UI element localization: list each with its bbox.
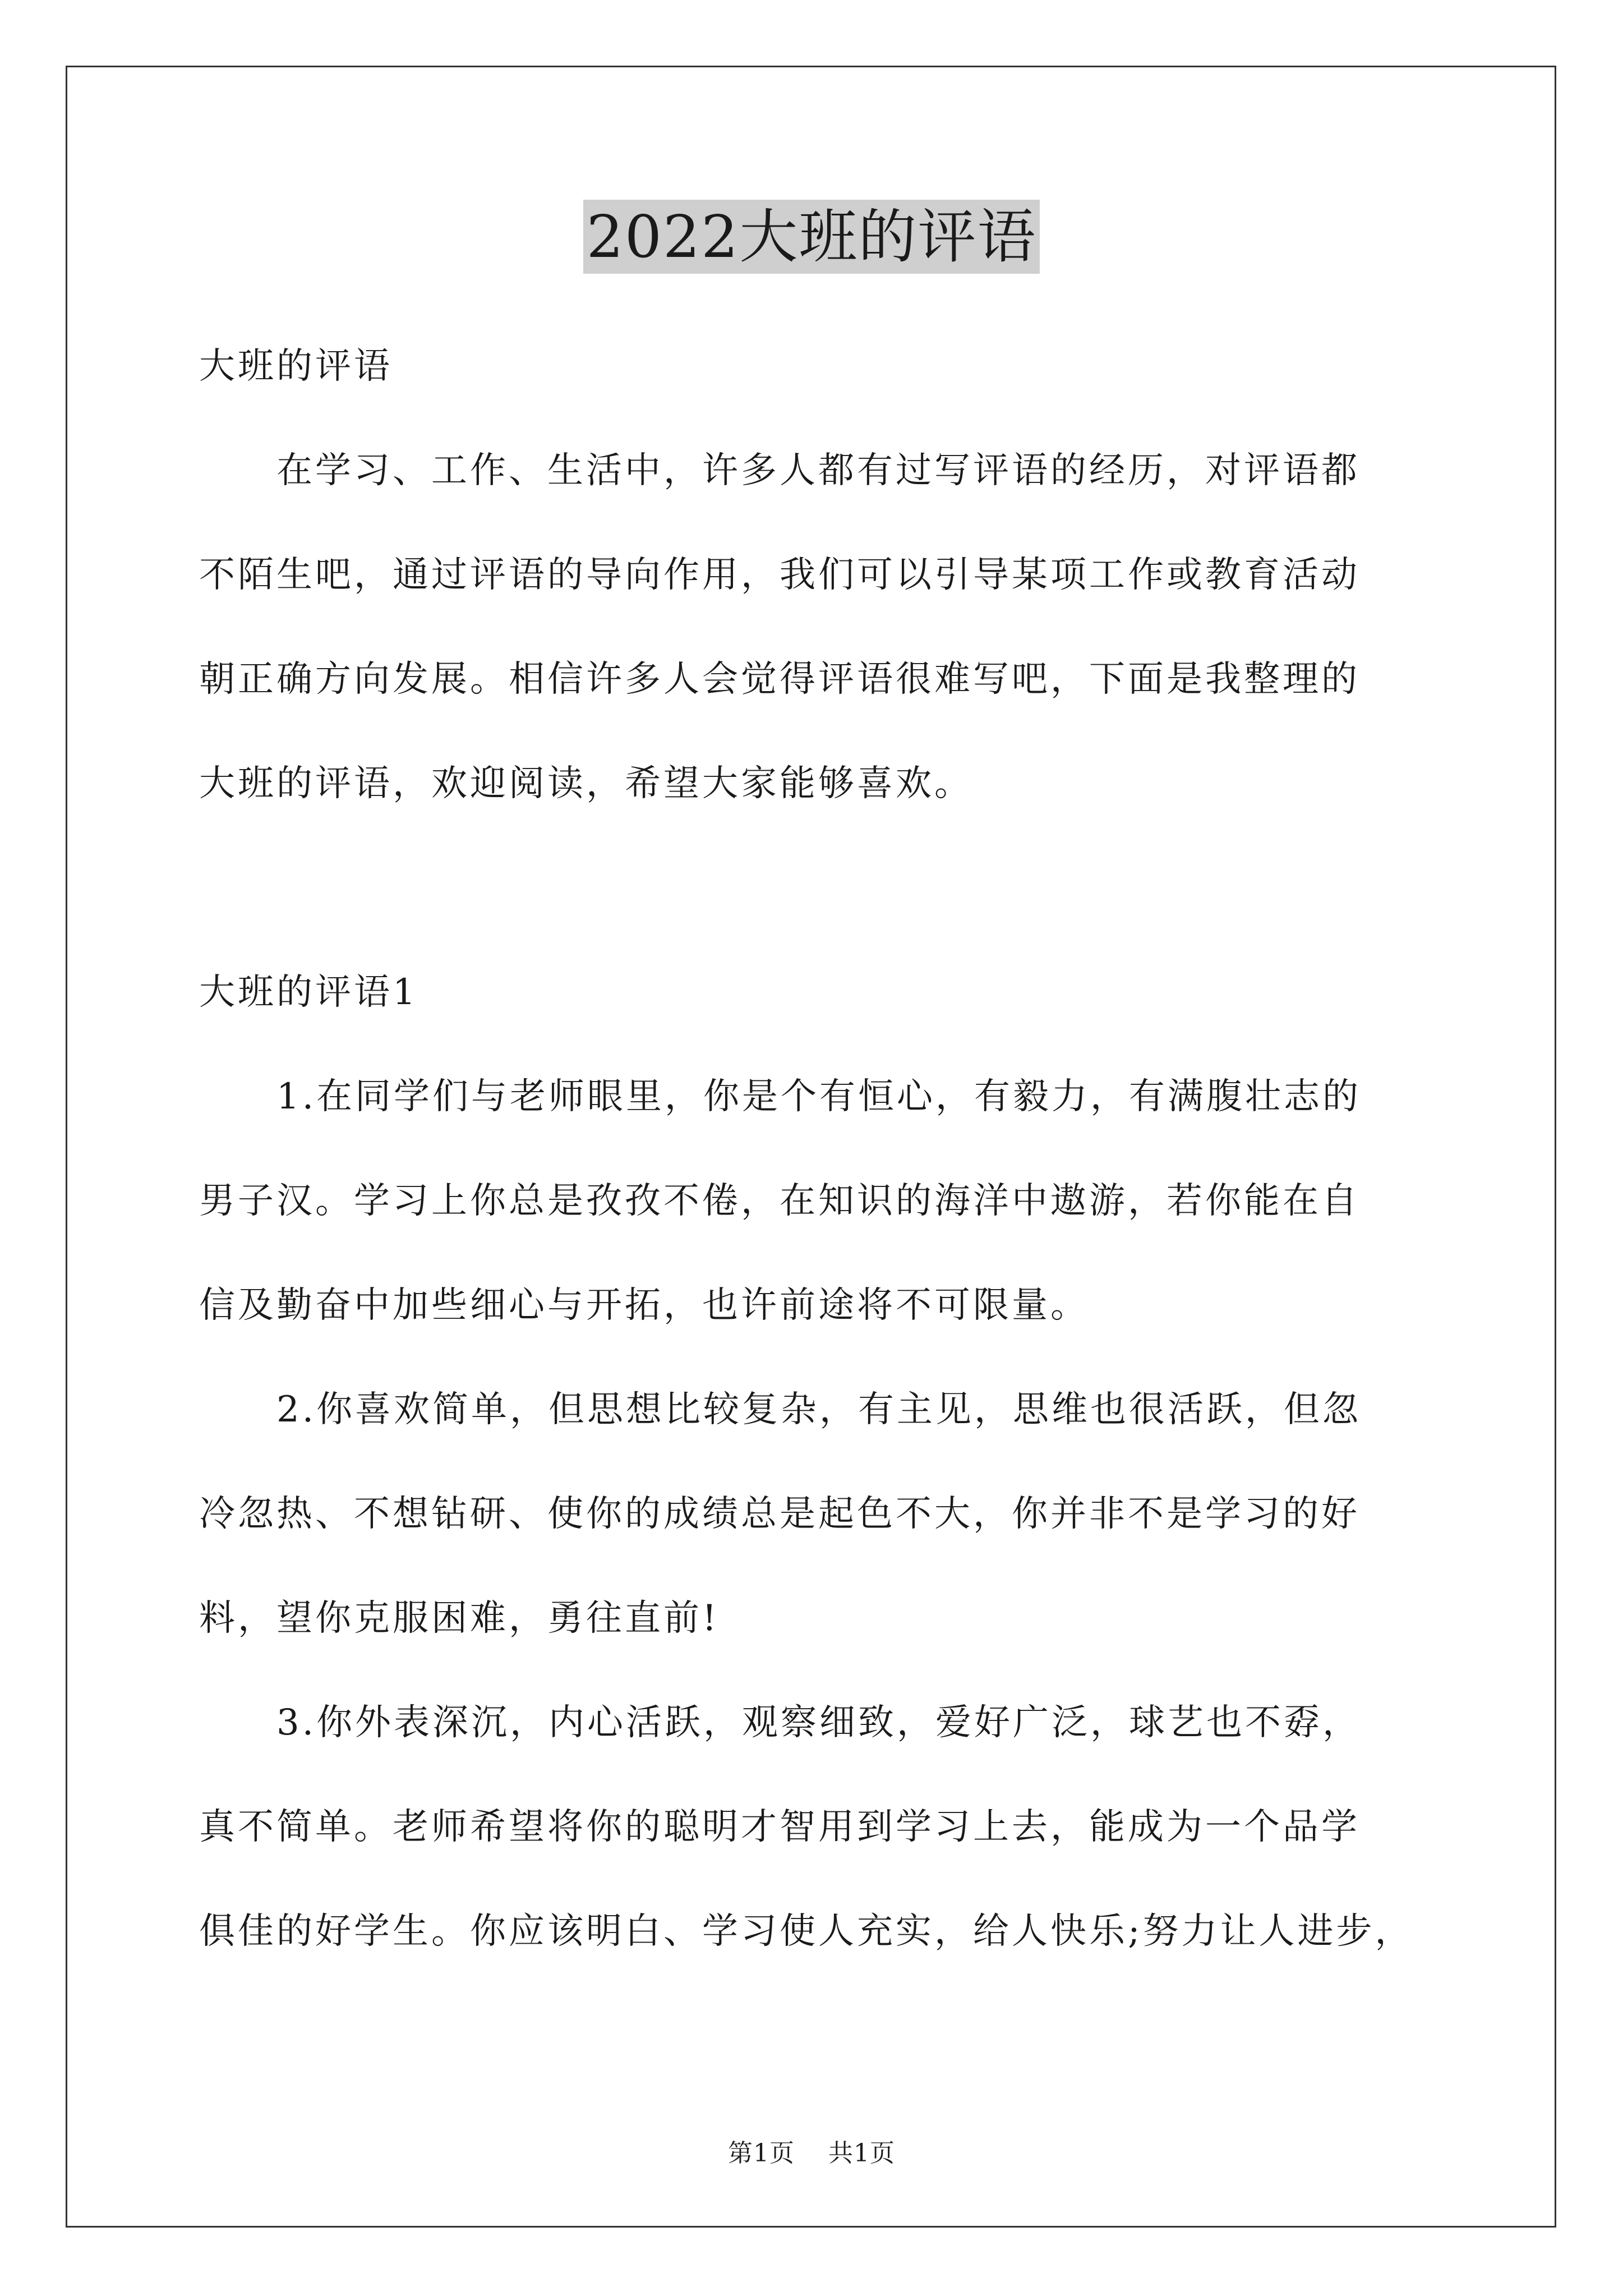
item2-line: 料，望你克服困难，勇往直前! [199,1598,720,1639]
paragraph-gap [199,836,1433,940]
item1-line: 1.在同学们与老师眼里，你是个有恒心，有毅力，有满腹壮志的 [276,1076,1362,1117]
item2-line: 冷忽热、不想钻研、使你的成绩总是起色不大，你并非不是学习的好 [199,1493,1360,1535]
item1-line: 信及勤奋中加些细心与开拓，也许前途将不可限量。 [199,1285,1089,1326]
document-title: 2022大班的评语 [583,200,1040,274]
sub-heading: 大班的评语1 [199,972,418,1013]
title-wrap [0,200,1623,274]
intro-line: 在学习、工作、生活中，许多人都有过写评语的经历，对评语都 [276,450,1360,491]
page-number: 第1页 [728,2139,795,2168]
item1-line: 男子汉。学习上你总是孜孜不倦，在知识的海洋中遨游，若你能在自 [199,1180,1360,1222]
item3-line: 真不简单。老师希望将你的聪明才智用到学习上去，能成为一个品学 [199,1806,1360,1848]
document-body [199,314,1433,1984]
intro-line: 大班的评语，欢迎阅读，希望大家能够喜欢。 [199,763,973,804]
item2-line: 2.你喜欢简单，但思想比较复杂，有主见，思维也很活跃，但忽 [276,1389,1362,1430]
intro-line: 不陌生吧，通过评语的导向作用，我们可以引导某项工作或教育活动 [199,554,1360,596]
page-total: 共1页 [828,2139,895,2168]
item3-line: 俱佳的好学生。你应该明白、学习使人充实，给人快乐;努力让人进步， [199,1911,1414,1952]
intro-line: 朝正确方向发展。相信许多人会觉得评语很难写吧，下面是我整理的 [199,659,1360,700]
page-footer [0,2133,1623,2169]
item3-line: 3.你外表深沉，内心活跃，观察细致，爱好广泛，球艺也不孬， [276,1702,1362,1743]
section-heading: 大班的评语 [199,346,393,387]
